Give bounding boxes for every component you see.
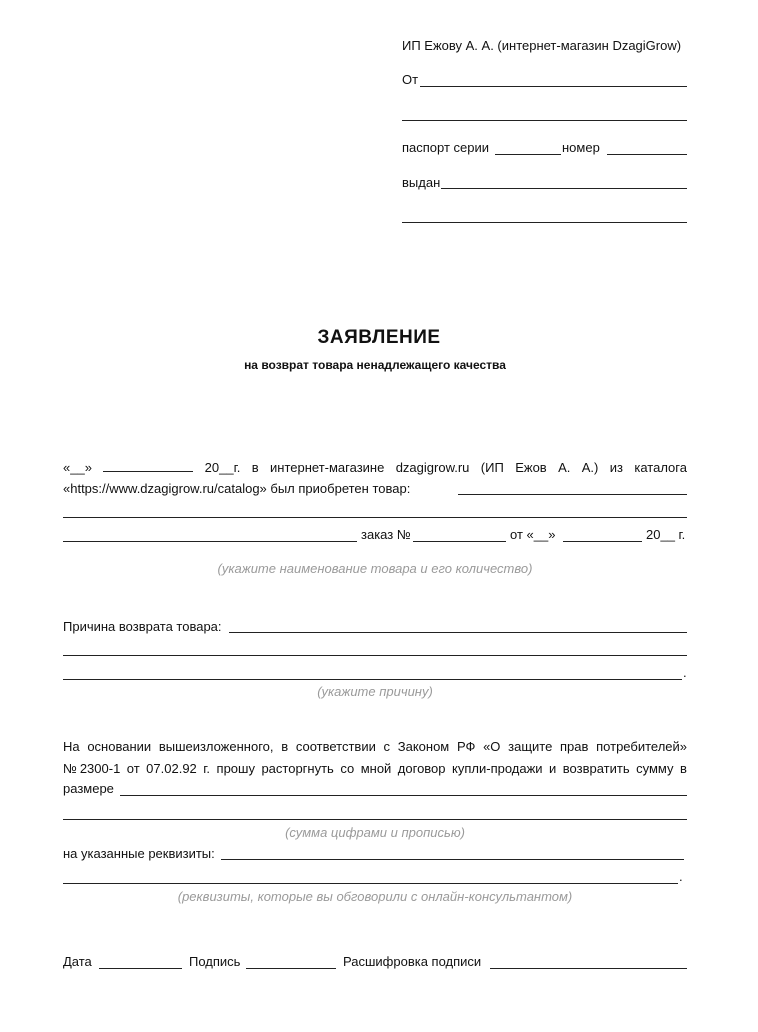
date-month-blank[interactable] [103,459,193,472]
request-word: вышеизложенного, [158,739,274,754]
request-word: в [679,761,687,776]
request-word: в [281,739,289,754]
purchase-word: в [251,460,259,475]
from-name-field-2[interactable] [402,120,687,121]
document-title: ЗАЯВЛЕНИЕ [317,327,441,348]
amount-field-2[interactable] [63,819,687,820]
passport-number-field[interactable] [607,154,687,155]
from-label: От [402,72,419,87]
purchase-word: (ИП [480,460,504,475]
request-word: от [126,761,140,776]
passport-series-field[interactable] [495,154,561,155]
issued-field[interactable] [441,188,687,189]
request-word: купли-продажи [452,761,543,776]
signature-field[interactable] [246,968,336,969]
request-word: Законом [397,739,450,754]
purchase-word: из [609,460,623,475]
details-hint: (реквизиты, которые вы обговорили с онлайн-консультантом) [177,889,573,904]
request-word: и [549,761,557,776]
product-field-2[interactable] [63,517,687,518]
issued-field-2[interactable] [402,222,687,223]
request-word: с [383,739,391,754]
request-word: договор [397,761,446,776]
request-word: защите [508,739,553,754]
order-number-label: заказ № [361,527,411,542]
details-field-2[interactable] [63,883,678,884]
request-line-1 [63,739,687,755]
issued-label: выдан [402,175,441,190]
request-line-2 [63,761,687,777]
passport-number-label: номер [562,140,600,155]
date-field[interactable] [99,968,182,969]
amount-hint: (сумма цифрами и прописью) [285,825,465,840]
product-hint: (укажите наименование товара и его количество) [217,561,533,576]
signature-decode-label: Расшифровка подписи [343,954,482,969]
details-label: на указанные реквизиты: [63,846,215,861]
request-word: г. [203,761,211,776]
details-field[interactable] [221,859,684,860]
date-label: Дата [63,954,92,969]
request-word: прав [560,739,589,754]
order-date-day: от «__» [510,527,556,542]
order-date-month-field[interactable] [563,541,642,542]
reason-hint: (укажите причину) [317,684,433,699]
shop-domain: dzagigrow.ru [395,460,470,475]
purchase-word: каталога [634,460,687,475]
purchase-word: Ежов [515,460,547,475]
request-word: соответствии [295,739,376,754]
request-word: основании [87,739,152,754]
request-word: 07.02.92 [146,761,197,776]
request-word: РФ [456,739,476,754]
purchase-word: А.) [581,460,599,475]
request-word: сумму [636,761,674,776]
purchase-word: А. [558,460,571,475]
reason-field-2[interactable] [63,655,687,656]
amount-label: размере [63,781,114,796]
request-word: возвратить [562,761,630,776]
purchase-line-1 [63,459,687,476]
request-word: мной [360,761,392,776]
request-word: со [340,761,355,776]
from-name-field[interactable] [420,86,687,87]
order-date-year: 20__ г. [646,527,686,542]
product-field[interactable] [458,494,687,495]
request-word: расторгнуть [261,761,334,776]
request-word: «О [483,739,501,754]
passport-series-label: паспорт серии [402,140,490,155]
request-word: потребителей» [596,739,687,754]
amount-field[interactable] [120,795,687,796]
purchase-line-2: «https://www.dzagigrow.ru/catalog» был приобретен товар: [63,481,411,496]
reason-field-3[interactable] [63,679,682,680]
reason-period: . [683,665,687,680]
product-field-3[interactable] [63,541,357,542]
signature-decode-field[interactable] [490,968,687,969]
addressee: ИП Ежову А. А. (интернет-магазин DzagiGrow) [402,38,682,53]
signature-label: Подпись [189,954,241,969]
order-number-field[interactable] [413,541,506,542]
details-period: . [679,869,683,884]
request-word: №2300-1 [63,761,121,776]
request-word: прошу [216,761,255,776]
document-subtitle: на возврат товара ненадлежащего качества [244,358,506,372]
date-day-placeholder: «__» [63,460,92,475]
request-word: На [63,739,80,754]
date-year-placeholder: 20__г. [204,460,241,475]
reason-label: Причина возврата товара: [63,619,222,634]
reason-field[interactable] [229,632,687,633]
purchase-word: интернет-магазине [270,460,385,475]
